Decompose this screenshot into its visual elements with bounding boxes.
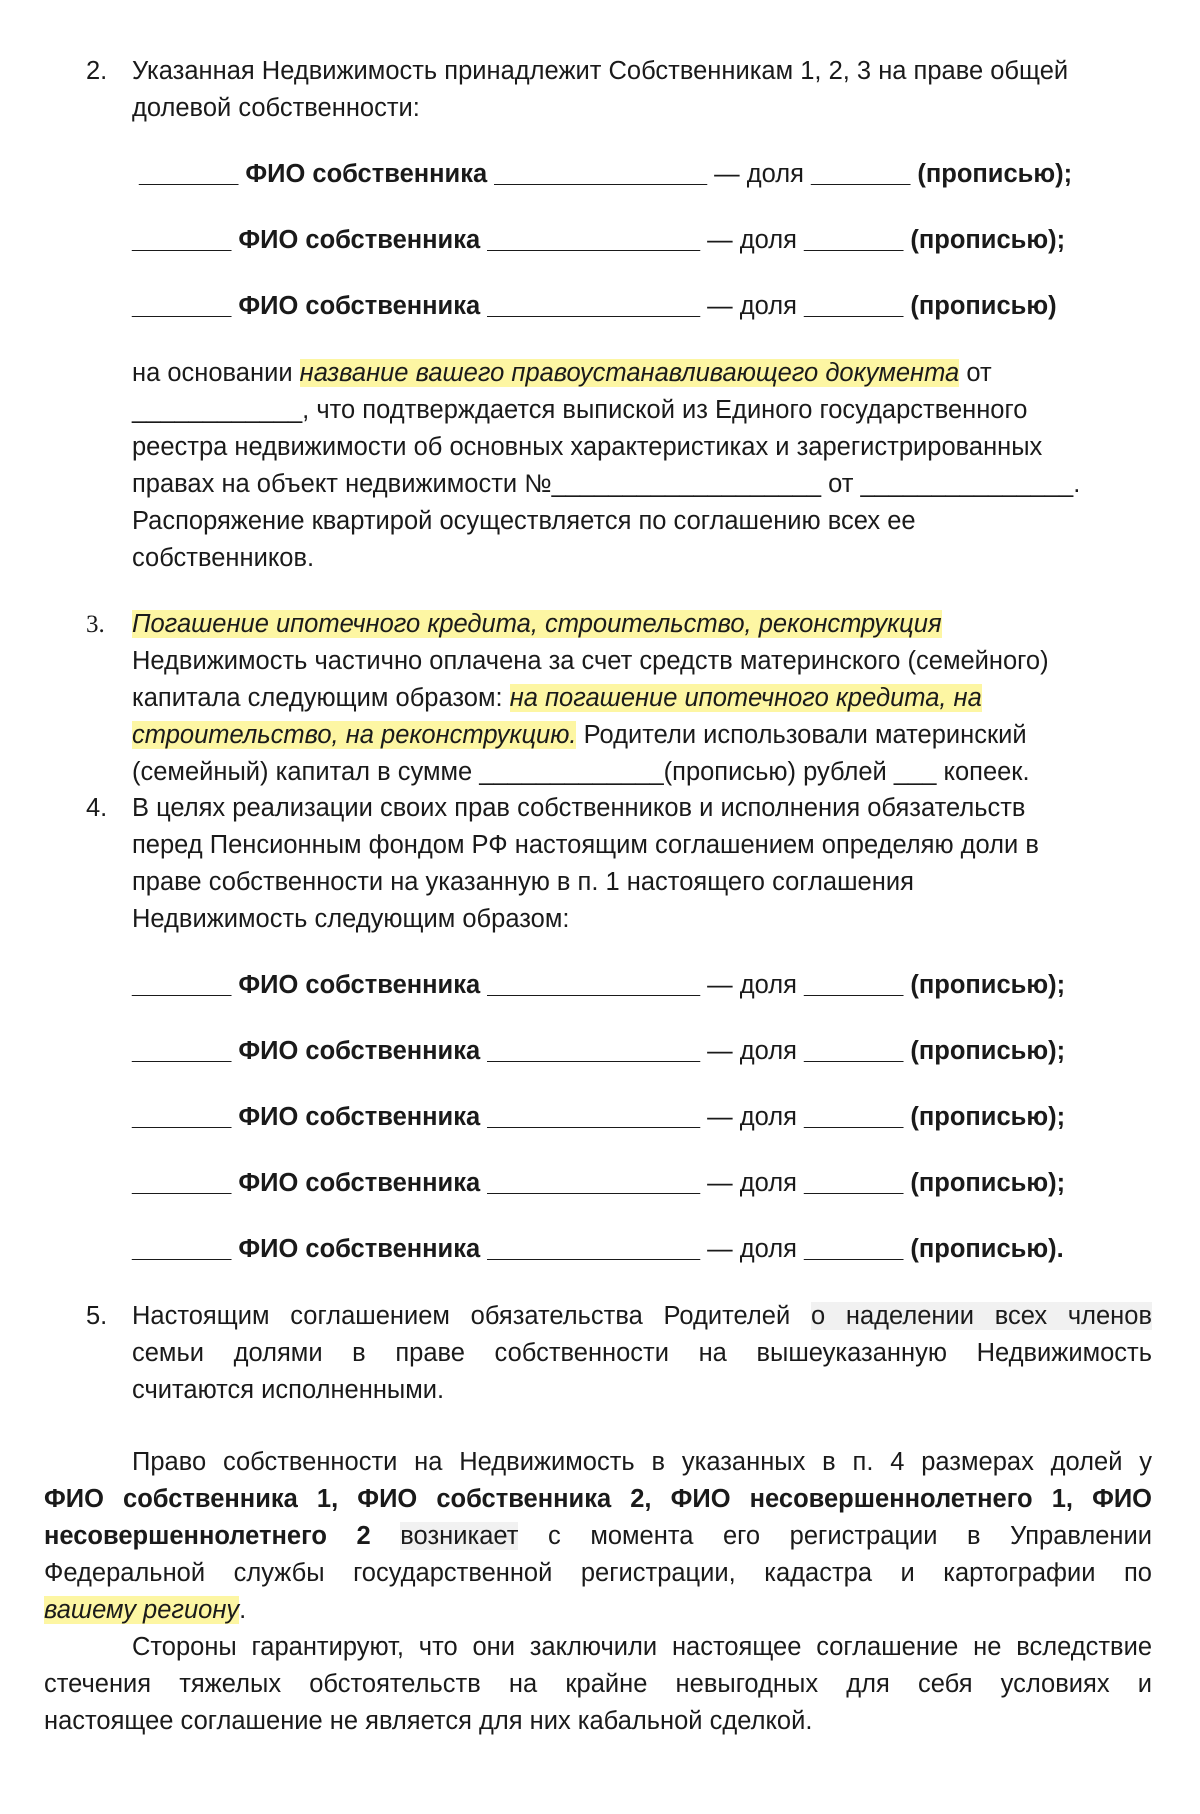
owner-share-line	[132, 1033, 1132, 1070]
text-line: реестра недвижимости об основных характеристиках и зарегистрированных	[132, 433, 1043, 461]
owner-name-placeholder: ФИО собственника	[238, 1037, 481, 1065]
in-words-label: (прописью);	[917, 160, 1073, 188]
highlighted-placeholder: на погашение ипотечного кредита, на	[509, 684, 982, 712]
share-label: — доля	[707, 1235, 797, 1263]
blank: _______	[803, 226, 904, 254]
text-line: собственников.	[132, 544, 315, 572]
blank: _______________	[487, 1235, 701, 1263]
text-line: Недвижимость частично оплачена за счет средств материнского (семейного)	[132, 647, 1049, 675]
text-line: считаются исполненными.	[132, 1376, 445, 1404]
text-line: Стороны гарантируют, что они заключили настоящее соглашение не вследствие	[132, 1633, 1152, 1661]
in-words-label: (прописью).	[910, 1235, 1064, 1263]
gray-shaded-text: возникает	[400, 1522, 519, 1550]
blank: _______	[803, 1037, 904, 1065]
share-label: — доля	[707, 1037, 797, 1065]
item-number: 2.	[86, 57, 108, 85]
blank: _______	[803, 971, 904, 999]
owner-name-placeholder: ФИО собственника	[245, 160, 488, 188]
blank: _______________	[487, 1103, 701, 1131]
owner-name-placeholder: ФИО собственника	[238, 971, 481, 999]
text-line: долевой собственности:	[132, 94, 420, 122]
text-line: ФИО собственника 1, ФИО собственника 2, ФИО несовершеннолетнего 1, ФИО	[44, 1485, 1152, 1513]
blank: _______________	[487, 1037, 701, 1065]
blank: _______	[132, 1169, 232, 1197]
blank: _______	[139, 160, 239, 188]
text-line: Право собственности на Недвижимость в указанных в п. 4 размерах долей у	[132, 1448, 1152, 1476]
gray-shaded-text: о наделении всех членов	[810, 1302, 1152, 1330]
in-words-label: (прописью);	[910, 226, 1066, 254]
text-line: Федеральной службы государственной регистрации, кадастра и картографии по	[44, 1559, 1152, 1587]
item4-text	[132, 790, 1152, 938]
text-line	[132, 606, 1152, 643]
item2-intro	[132, 53, 1152, 127]
blank: _______	[132, 292, 232, 320]
text-line: стечения тяжелых обстоятельств на крайне невыгодных для себя условиях и	[44, 1670, 1152, 1698]
blank: _______________	[487, 292, 701, 320]
blank: _______________	[487, 1169, 701, 1197]
text-line: праве собственности на указанную в п. 1 настоящего соглашения	[132, 868, 914, 896]
share-label: — доля	[707, 971, 797, 999]
owner-name-placeholder: ФИО собственника	[238, 1103, 481, 1131]
text-line: В целях реализации своих прав собственников и исполнения обязательств	[132, 794, 1026, 822]
owner-share-line	[132, 1099, 1132, 1136]
text-line: вашему региону.	[44, 1596, 247, 1624]
owner-name-placeholder: ФИО собственника	[238, 1235, 481, 1263]
item5-text	[132, 1298, 1152, 1409]
highlighted-placeholder: название вашего правоустанавливающего документа	[299, 359, 960, 387]
share-label: — доля	[714, 160, 804, 188]
share-label: — доля	[707, 1169, 797, 1197]
blank: _______________	[487, 971, 701, 999]
text-line: ____________, что подтверждается выпиской из Единого государственного	[132, 396, 1028, 424]
owner-name-placeholder: ФИО собственника	[238, 226, 481, 254]
closing-paragraph-1	[44, 1444, 1152, 1629]
text-line: Распоряжение квартирой осуществляется по соглашению всех ее	[132, 507, 916, 535]
item2-basis	[132, 355, 1152, 577]
owner-share-line	[132, 1165, 1132, 1202]
in-words-label: (прописью);	[910, 1037, 1066, 1065]
text-line: строительство, на реконструкцию. Родители использовали материнский	[132, 721, 1027, 749]
blank: _______	[803, 1235, 904, 1263]
blank: _______	[132, 1235, 232, 1263]
owner-share-line	[132, 288, 1132, 325]
blank: _______	[132, 1037, 232, 1065]
blank: _______	[132, 971, 232, 999]
text-line: капитала следующим образом: на погашение ипотечного кредита, на	[132, 684, 982, 712]
blank: _______________	[494, 160, 708, 188]
text-line: несовершеннолетнего 2 возникает с момента его регистрации в Управлении	[44, 1522, 1152, 1550]
highlighted-placeholder: строительство, на реконструкцию.	[132, 721, 577, 749]
text-line: перед Пенсионным фондом РФ настоящим соглашением определяю доли в	[132, 831, 1039, 859]
text-line: семьи долями в праве собственности на вышеуказанную Недвижимость	[132, 1339, 1152, 1367]
in-words-label: (прописью)	[910, 292, 1057, 320]
blank: _______________	[487, 226, 701, 254]
item-number: 5.	[86, 1302, 108, 1330]
in-words-label: (прописью);	[910, 1169, 1066, 1197]
share-label: — доля	[707, 292, 797, 320]
blank: _______	[810, 160, 911, 188]
share-label: — доля	[707, 1103, 797, 1131]
in-words-label: (прописью);	[910, 971, 1066, 999]
highlighted-placeholder: Погашение ипотечного кредита, строительство, реконструкция	[132, 610, 942, 638]
owner-share-line	[132, 967, 1132, 1004]
in-words-label: (прописью);	[910, 1103, 1066, 1131]
text-line: (семейный) капитал в сумме _____________(прописью) рублей ___ копеек.	[132, 758, 1030, 786]
item3-text	[132, 606, 1152, 791]
blank: _______	[132, 1103, 232, 1131]
text-line: Настоящим соглашением обязательства Родителей о наделении всех членов	[132, 1302, 1152, 1330]
owner-name-placeholder: ФИО собственника	[238, 1169, 481, 1197]
owner-share-line	[132, 1231, 1132, 1268]
closing-paragraph-2	[44, 1629, 1152, 1740]
owner-share-line	[132, 222, 1132, 259]
text-line: Недвижимость следующим образом:	[132, 905, 570, 933]
share-label: — доля	[707, 226, 797, 254]
blank: _______	[132, 226, 232, 254]
text-line: Указанная Недвижимость принадлежит Собственникам 1, 2, 3 на праве общей	[132, 57, 1069, 85]
blank: _______	[803, 1169, 904, 1197]
item-number: 4.	[86, 794, 108, 822]
text-line: настоящее соглашение не является для них кабальной сделкой.	[44, 1707, 813, 1735]
text-line: правах на объект недвижимости №___________________ от _______________.	[132, 470, 1081, 498]
owner-share-line	[139, 156, 1139, 193]
highlighted-placeholder: вашему региону	[44, 1596, 240, 1624]
blank: _______	[803, 1103, 904, 1131]
item-number: 3.	[86, 611, 105, 638]
owner-name-placeholder: ФИО собственника	[238, 292, 481, 320]
blank: _______	[803, 292, 904, 320]
text-line: на основании название вашего правоустанавливающего документа от	[132, 359, 992, 387]
